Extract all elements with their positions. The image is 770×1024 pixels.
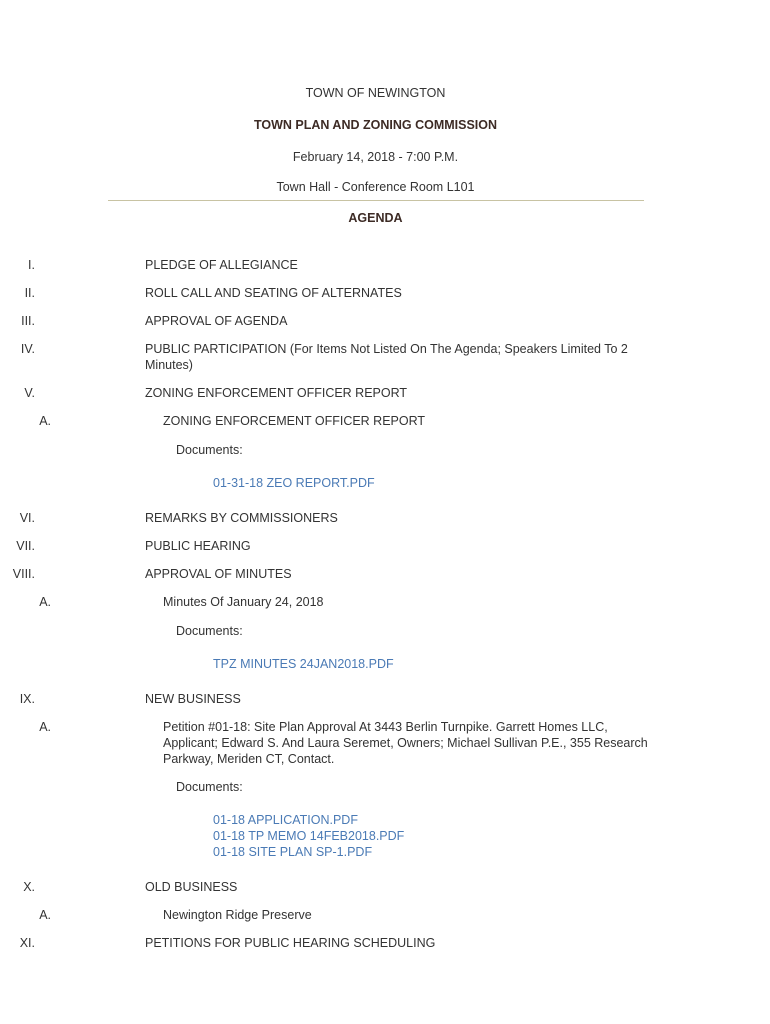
header-divider bbox=[108, 200, 644, 201]
subitem-text: Petition #01-18: Site Plan Approval At 3443 Berlin Turnpike. Garrett Homes LLC, Applicant; Edward S. And Laura Seremet, Owners; Michael Sullivan P.E., 355 Research Parkway, Meriden CT, Contact. bbox=[163, 720, 648, 766]
item-number: IV. bbox=[20, 342, 35, 356]
subitem-letter: A. bbox=[39, 414, 51, 428]
subitem-letter: A. bbox=[39, 908, 51, 922]
item-number: V. bbox=[24, 386, 35, 400]
item-text: ROLL CALL AND SEATING OF ALTERNATES bbox=[145, 286, 402, 300]
meeting-location: Town Hall - Conference Room L101 bbox=[276, 180, 475, 194]
item-number: I. bbox=[28, 258, 35, 272]
memo-link[interactable]: 01-18 TP MEMO 14FEB2018.PDF bbox=[213, 829, 405, 843]
item-text: ZONING ENFORCEMENT OFFICER REPORT bbox=[145, 386, 408, 400]
item-text: APPROVAL OF AGENDA bbox=[145, 314, 288, 328]
item-number: IX. bbox=[19, 692, 35, 706]
documents-label: Documents: bbox=[176, 780, 243, 794]
item-text: PLEDGE OF ALLEGIANCE bbox=[145, 258, 298, 272]
town-name: TOWN OF NEWINGTON bbox=[305, 86, 446, 100]
subitem-letter: A. bbox=[39, 595, 51, 609]
item-number: VIII. bbox=[12, 567, 35, 581]
item-text: PETITIONS FOR PUBLIC HEARING SCHEDULING bbox=[145, 936, 436, 950]
documents-label: Documents: bbox=[176, 624, 243, 638]
item-text: PUBLIC HEARING bbox=[145, 539, 251, 553]
item-number: II. bbox=[24, 286, 35, 300]
documents-label: Documents: bbox=[176, 443, 243, 457]
commission-name: TOWN PLAN AND ZONING COMMISSION bbox=[253, 118, 498, 132]
subitem-text: Minutes Of January 24, 2018 bbox=[163, 595, 324, 609]
item-number: X. bbox=[23, 880, 35, 894]
zeo-report-link[interactable]: 01-31-18 ZEO REPORT.PDF bbox=[213, 476, 375, 490]
application-link[interactable]: 01-18 APPLICATION.PDF bbox=[213, 813, 358, 827]
minutes-link[interactable]: TPZ MINUTES 24JAN2018.PDF bbox=[213, 657, 394, 671]
item-text: PUBLIC PARTICIPATION (For Items Not Listed On The Agenda; Speakers Limited To 2 Minutes) bbox=[145, 342, 628, 372]
subitem-text: Newington Ridge Preserve bbox=[163, 908, 312, 922]
subitem-text: ZONING ENFORCEMENT OFFICER REPORT bbox=[163, 414, 426, 428]
item-text: OLD BUSINESS bbox=[145, 880, 238, 894]
site-plan-link[interactable]: 01-18 SITE PLAN SP-1.PDF bbox=[213, 845, 373, 859]
meeting-datetime: February 14, 2018 - 7:00 P.M. bbox=[292, 150, 459, 164]
item-text: APPROVAL OF MINUTES bbox=[145, 567, 292, 581]
item-number: III. bbox=[21, 314, 35, 328]
item-text: REMARKS BY COMMISSIONERS bbox=[145, 511, 338, 525]
item-number: VII. bbox=[16, 539, 35, 553]
subitem-letter: A. bbox=[39, 720, 51, 734]
item-number: VI. bbox=[19, 511, 35, 525]
item-number: XI. bbox=[19, 936, 35, 950]
agenda-title: AGENDA bbox=[348, 211, 403, 225]
item-text: NEW BUSINESS bbox=[145, 692, 241, 706]
